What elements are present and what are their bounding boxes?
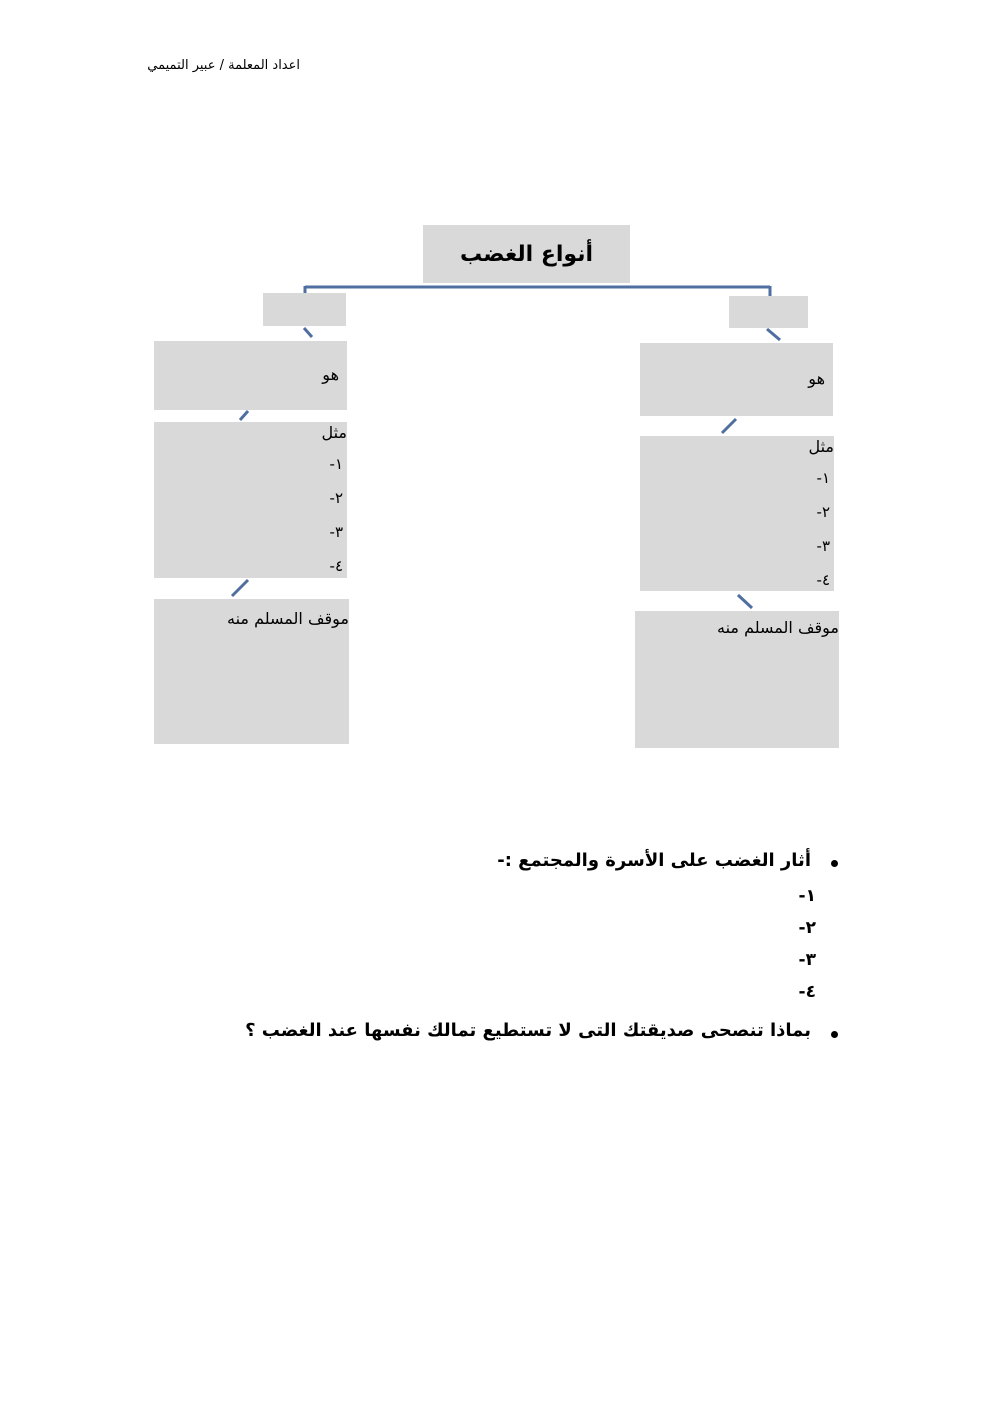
right-example-item: ٤- xyxy=(816,571,830,589)
bullet-icon xyxy=(831,860,838,867)
effects-title: أثار الغضب على الأسرة والمجتمع :- xyxy=(497,850,811,871)
connector-left-2 xyxy=(240,411,248,420)
author-header: اعداد المعلمة / عبير التميمي xyxy=(147,58,300,73)
effects-item: ٣- xyxy=(798,950,816,970)
diagram-title: أنواع الغضب xyxy=(460,241,594,267)
left-example-item: ١- xyxy=(329,455,343,473)
connector-right-1 xyxy=(767,329,780,340)
right-examples-box[interactable] xyxy=(640,436,834,591)
left-examples-label: مثل xyxy=(321,423,347,442)
right-definition-box[interactable] xyxy=(640,343,833,416)
right-stance-label: موقف المسلم منه xyxy=(717,618,839,637)
left-type-name-box[interactable] xyxy=(263,293,346,326)
left-example-item: ٤- xyxy=(329,557,343,575)
left-example-item: ٢- xyxy=(329,489,343,507)
right-example-item: ٣- xyxy=(816,537,830,555)
connector-right-3 xyxy=(738,595,752,608)
left-example-item: ٣- xyxy=(329,523,343,541)
right-definition-label: هو xyxy=(808,369,825,388)
effects-item: ١- xyxy=(798,886,816,906)
diagram-title-box xyxy=(423,225,630,283)
left-stance-label: موقف المسلم منه xyxy=(227,609,349,628)
left-stance-box[interactable] xyxy=(154,599,349,744)
right-example-item: ٢- xyxy=(816,503,830,521)
right-examples-label: مثل xyxy=(808,437,834,456)
connector-left-3 xyxy=(232,580,248,596)
left-examples-box[interactable] xyxy=(154,422,347,578)
bullet-icon xyxy=(831,1031,838,1038)
connector-left-1 xyxy=(304,328,312,337)
connector-right-2 xyxy=(722,419,736,433)
effects-item: ٢- xyxy=(798,918,816,938)
left-definition-label: هو xyxy=(322,365,339,384)
effects-item: ٤- xyxy=(798,982,816,1002)
right-example-item: ١- xyxy=(816,469,830,487)
right-type-name-box[interactable] xyxy=(729,296,808,328)
effects-list xyxy=(756,880,816,1008)
advice-question: بماذا تنصحى صديقتك التى لا تستطيع تمالك نفسها عند الغضب ؟ xyxy=(245,1020,811,1041)
right-stance-box[interactable] xyxy=(635,611,839,748)
left-definition-box[interactable] xyxy=(154,341,347,410)
